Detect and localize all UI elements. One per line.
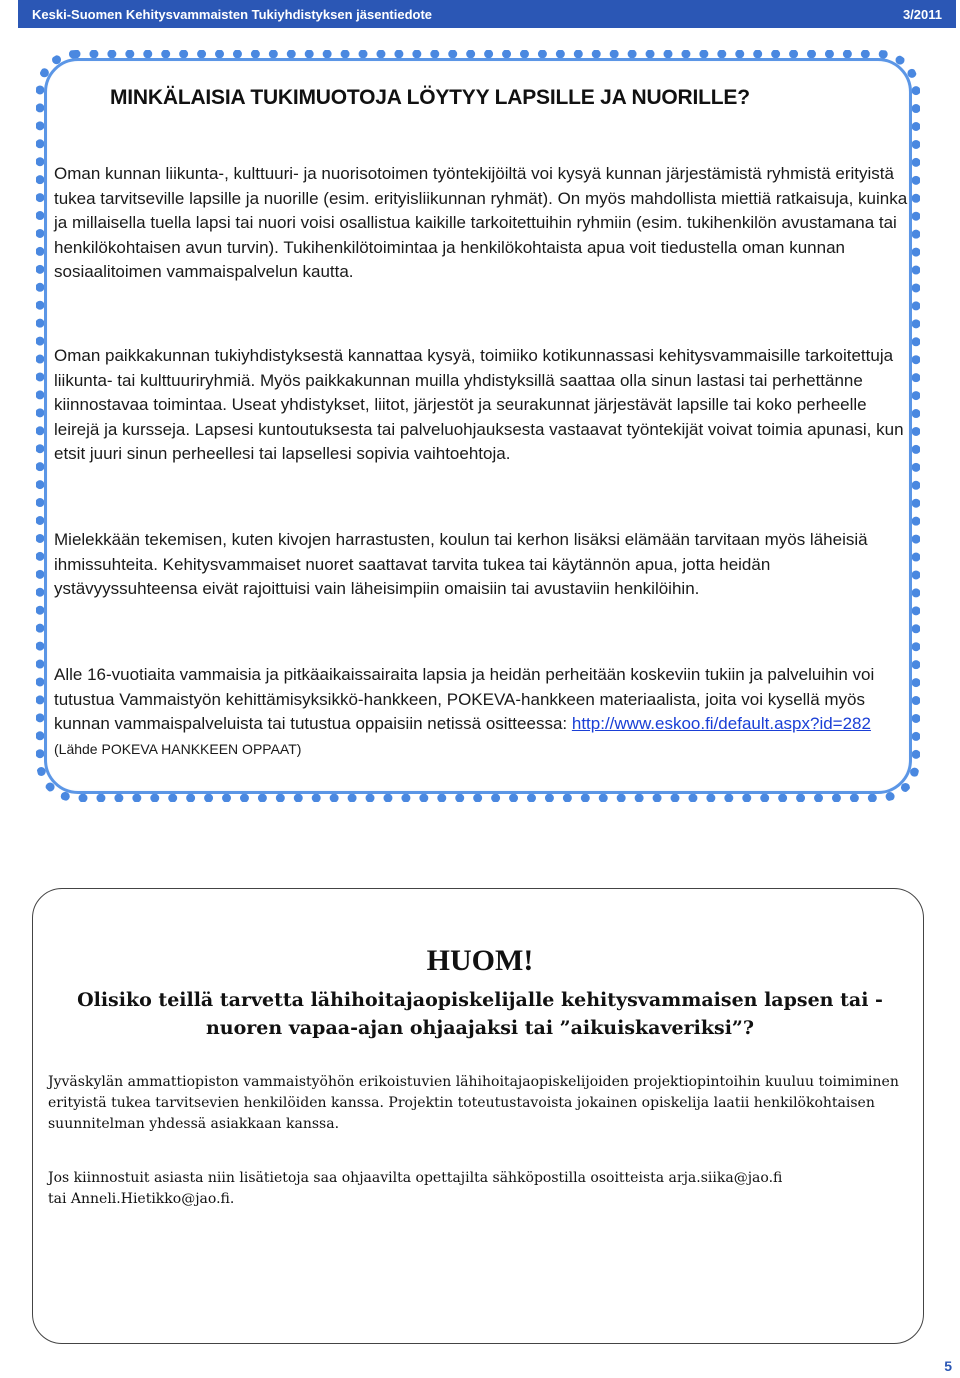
article-paragraph-3: Mielekkään tekemisen, kuten kivojen harrastusten, koulun tai kerhon lisäksi elämään tarvitaan myös läheisiä ihmissuhteita. Kehitysvammaiset nuoret saattavat tarvita tukea tai käytännön apua, jotta heidän ystävyyssuhteensa eivät rajoittuisi vain läheisimpiin omaisiin tai avustaviin henkilöihin. bbox=[54, 530, 868, 598]
notice-text-1: Jyväskylän ammattiopiston vammaistyöhön erikoistuvien lähihoitajaopiskelijoiden projektiopintoihin kuuluu toimiminen erityistä tukea tarvitsevien henkilöiden kanssa. Projektin toteutustavoista jokainen opiskelija laatii henkilökohtaisen suunnitelman yhdessä asiakkaan kanssa. bbox=[48, 1074, 899, 1132]
notice-text-2-line-2: tai Anneli.Hietikko@jao.fi. bbox=[48, 1191, 235, 1207]
eskoo-link[interactable]: http://www.eskoo.fi/default.aspx?id=282 bbox=[571, 714, 871, 733]
page-number: 5 bbox=[944, 1358, 952, 1374]
notice-text-2-line-1: Jos kiinnostuit asiasta niin lisätietoja saa ohjaavilta opettajilta sähköpostilla osoitteista arja.siika@jao.fi bbox=[48, 1170, 783, 1186]
notice-title: HUOM! bbox=[426, 944, 534, 977]
source-note: (Lähde POKEVA HANKKEEN OPPAAT) bbox=[54, 740, 302, 757]
notice-question: Olisiko teillä tarvetta lähihoitajaopiskelijalle kehitysvammaisen lapsen tai -nuoren vapaa-ajan ohjaajaksi tai ”aikuiskaveriksi”? bbox=[77, 989, 883, 1039]
newsletter-header-bar bbox=[18, 0, 956, 28]
article-content bbox=[54, 86, 914, 757]
article-paragraph-1: Oman kunnan liikunta-, kulttuuri- ja nuorisotoimen työntekijöiltä voi kysyä kunnan järjestämistä ryhmistä erityistä tukea tarvitseville lapsille ja nuorille (esim. erityisliikunnan ryhmät). On myös mahdollista miettiä ratkaisuja, kuinka ja millaisella tuella lapsi tai nuori voisi osallistua kaikille tarkoitettuihin ryhmiin (esim. tukihenkilön avustamana tai henkilökohtaisen avun turvin). Tukihenkilötoimintaa ja henkilökohtaista apua voit tiedustella oman kunnan sosiaalitoimen vammaispalvelun kautta. bbox=[54, 164, 908, 281]
article-heading: MINKÄLAISIA TUKIMUOTOJA LÖYTYY LAPSILLE JA NUORILLE? bbox=[110, 86, 750, 109]
newsletter-title: Keski-Suomen Kehitysvammaisten Tukiyhdistyksen jäsentiedote bbox=[32, 6, 433, 22]
article-paragraph-2: Oman paikkakunnan tukiyhdistyksestä kannattaa kysyä, toimiiko kotikunnassasi kehitysvammaisille tarkoitettuja liikunta- tai kulttuuriryhmiä. Myös paikkakunnan muilla yhdistyksillä saattaa olla sinun lastasi tai perhettänne kiinnostavaa toimintaa. Useat yhdistykset, liitot, järjestöt ja seurakunnat järjestävät lapsille tai koko perheelle leirejä ja kursseja. Lapsesi kuntoutuksesta tai palveluohjauksesta vastaavat työntekijät voivat toimia apunasi, kun etsit juuri sinun perheellesi tai lapsellesi sopivia vaihtoehtoja. bbox=[54, 346, 904, 463]
paragraph-4-text: Alle 16-vuotiaita vammaisia ja pitkäaikaissairaita lapsia ja heidän perheitään koskeviin tukiin ja palveluihin voi tutustua Vammaistyön kehittämisyksikkö-hankkeen, POKEVA-hankkeen materiaalista, joita voi kysellä myös kunnan vammaispalveluista tai tutustua oppaisiin netissä ositteessa: bbox=[54, 665, 875, 733]
issue-number: 3/2011 bbox=[902, 6, 942, 22]
notice-text-2 bbox=[48, 1168, 904, 1210]
article-paragraph-4 bbox=[54, 663, 914, 761]
